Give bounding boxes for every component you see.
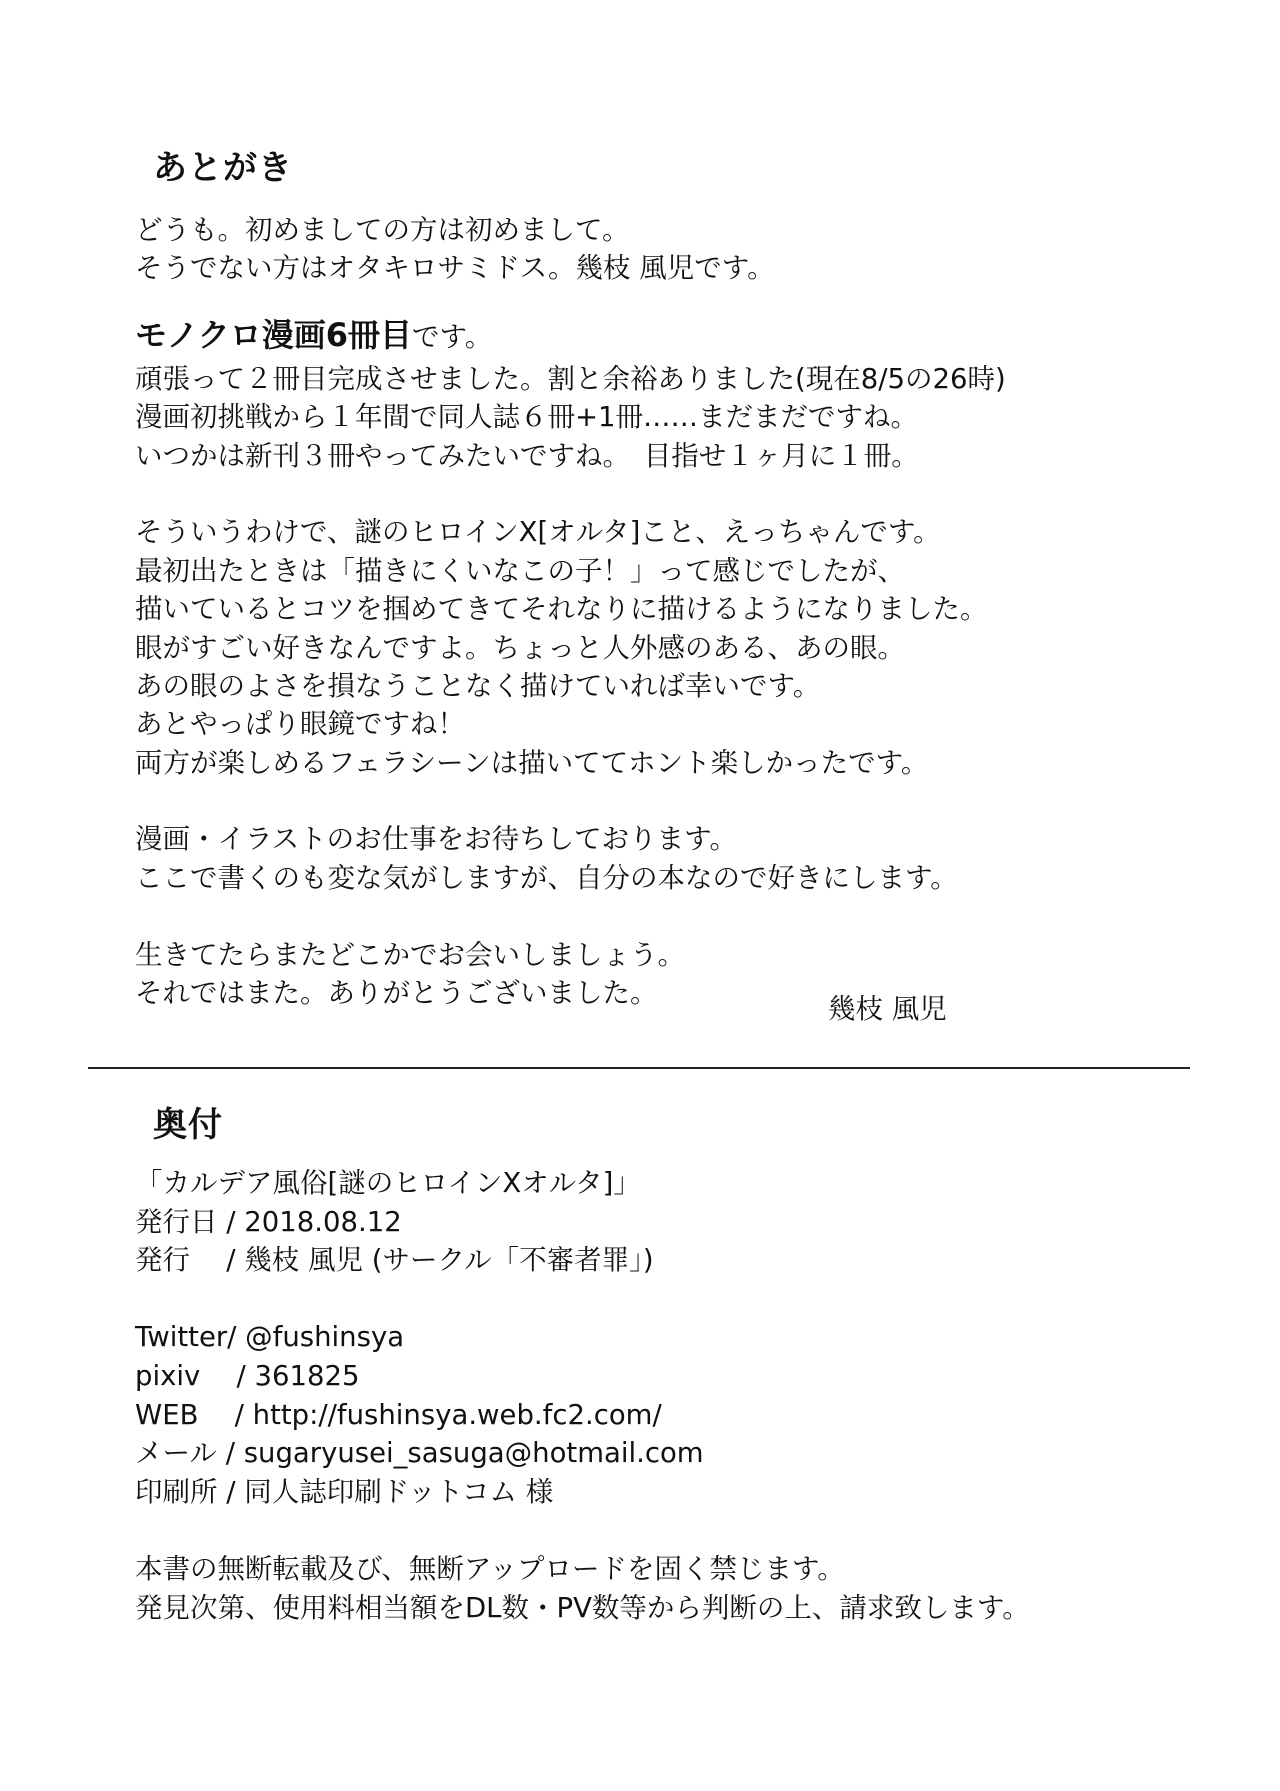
- para2-line-1: そういうわけで、謎のヒロインX[オルタ]こと、えっちゃんです。: [135, 516, 941, 549]
- para1-line-3: いつかは新刊３冊やってみたいですね。 目指せ１ヶ月に１冊。: [135, 439, 919, 472]
- section-divider: [88, 1067, 1190, 1069]
- book-title: 「カルデア風俗[謎のヒロインXオルタ]」: [135, 1167, 641, 1199]
- para1-line-1: 頑張って２冊目完成させました。割と余裕ありました(現在8/5の26時): [135, 362, 1006, 395]
- pixiv-contact: pixiv / 361825: [135, 1359, 360, 1392]
- intro-line-1: どうも。初めましての方は初めまして。: [135, 214, 630, 246]
- lead-line: [135, 310, 1006, 360]
- copyright-notice-1: 本書の無断転載及び、無断アップロードを固く禁じます。: [135, 1552, 845, 1585]
- para3-line-2: ここで書くのも変な気がしますが、自分の本なので好きにします。: [135, 861, 958, 894]
- afterword-body: [135, 211, 1006, 1012]
- lead-bold-text: モノクロ漫画6冊目: [135, 315, 412, 354]
- para2-line-6: あとやっぱり眼鏡ですね！: [135, 708, 465, 741]
- email-contact: メール / sugaryusei_sasuga@hotmail.com: [135, 1437, 704, 1470]
- publisher: 発行 / 幾枝 風児 (サークル「不審者罪」): [135, 1244, 654, 1277]
- para4-line-1: 生きてたらまたどこかでお会いしましょう。: [135, 938, 685, 971]
- lead-rest-text: です。: [412, 320, 493, 353]
- printer-info: 印刷所 / 同人誌印刷ドットコム 様: [135, 1475, 554, 1508]
- para2-line-2: 最初出たときは「描きにくいなこの子！」って感じでしたが、: [135, 554, 905, 587]
- para3-line-1: 漫画・イラストのお仕事をお待ちしております。: [135, 823, 737, 856]
- para1-line-2: 漫画初挑戦から１年間で同人誌６冊+1冊……まだまだですね。: [135, 401, 919, 434]
- copyright-notice-2: 発見次第、使用料相当額をDL数・PV数等から判断の上、請求致します。: [135, 1591, 1030, 1624]
- intro-line-2: そうでない方はオタキロサミドス。幾枝 風児です。: [135, 252, 775, 285]
- para2-line-4: 眼がすごい好きなんですよ。ちょっと人外感のある、あの眼。: [135, 631, 905, 664]
- colophon-body: [135, 1164, 1030, 1627]
- para2-line-7: 両方が楽しめるフェラシーンは描いててホント楽しかったです。: [135, 746, 929, 779]
- afterword-heading: あとがき: [153, 148, 293, 188]
- publish-date: 発行日 / 2018.08.12: [135, 1205, 402, 1238]
- web-contact: WEB / http://fushinsya.web.fc2.com/: [135, 1398, 662, 1431]
- para4-line-2: それではまた。ありがとうございました。: [135, 977, 658, 1010]
- author-signature: 幾枝 風児: [828, 993, 947, 1025]
- twitter-contact: Twitter/ @fushinsya: [135, 1321, 405, 1354]
- colophon-heading: 奥付: [153, 1105, 223, 1145]
- para2-line-3: 描いているとコツを掴めてきてそれなりに描けるようになりました。: [135, 593, 988, 626]
- para2-line-5: あの眼のよさを損なうことなく描けていれば幸いです。: [135, 669, 821, 702]
